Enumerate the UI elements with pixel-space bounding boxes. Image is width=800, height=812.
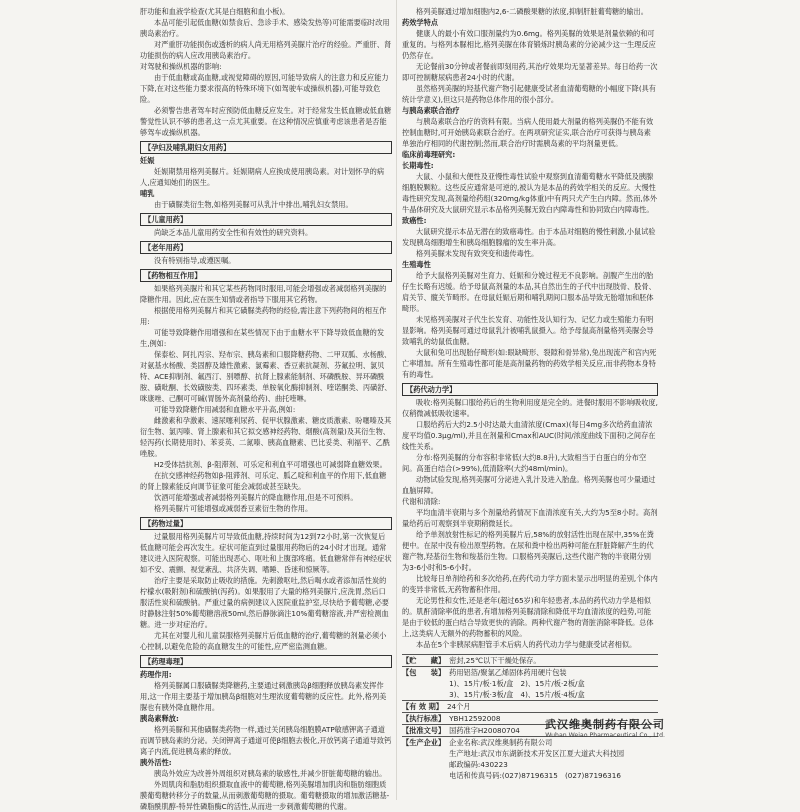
- storage-label: 【贮 藏】: [402, 656, 446, 665]
- text-paragraph: 格列美脲和其他磺脲类药物一样,通过关闭胰岛细胞膜ATP敏感钾离子通道而调节胰岛素的分泌。关闭钾离子通道可使β细胞去极化,开放钙离子通道导致钙离子内流,促进胰岛素的释放。: [140, 725, 392, 756]
- text-paragraph: 口服给药后大约2.5小时达最大血清浓度(Cmax)(每日4mg多次给药血清浓度平均值0.3μg/ml),并且在剂量和Cmax和AUC(时间/浓度曲线下面积)之间存在线性关系。: [402, 420, 656, 451]
- text-paragraph: 大鼠和兔可出现胎仔畸形(如:眼缺畸形、裂隙和骨异常),兔出现流产和宫内死亡率增加。所有生殖毒性都可能是高剂量药物的药效学相关反应,而非药物本身特有的毒性。: [402, 348, 657, 379]
- text-paragraph: 对严重肝功能损伤或透析的病人尚无用格列美脲片治疗的经验。严重肝、肾功能损伤的病人应改用胰岛素治疗。: [140, 40, 392, 60]
- subheading: 长期毒性:: [402, 161, 434, 170]
- subheading: 妊娠: [140, 156, 155, 165]
- text-paragraph: 过量服用格列美脲片可导致低血糖,持续时间为12到72小时,第一次恢复后低血糖可能会再次发生。症状可能直到过量服用药物后的24小时才出现。通常建议进入医院观察。可能出现恶心、呕吐和上腹部疼痛。低血糖常伴有神经症状如不安、震颤、视觉紊乱、共济失调、嗜睡、昏迷和惊厥等。: [140, 532, 392, 574]
- text-paragraph: 雌激素和孕激素、速尿噻利尿药、促甲状腺激素、糖皮质激素、吩噻嗪及其衍生物、氯丙嗪、肾上腺素和其它拟交感神经药物、烟酸(高剂量)及其衍生物、轻泻药(长期使用时)、苯妥英、二氮嗪、胰高血糖素、巴比妥类、利福平、乙酰唑胺。: [140, 416, 392, 458]
- text-paragraph: 由于低血糖或高血糖,或视觉障碍的原因,可能导致病人的注意力和反应能力下降,在对这些能力要求很高的特殊环境下(如驾驶车或操纵机器),可能导致危险。: [140, 73, 389, 104]
- text-paragraph: 肝功能和血液学检查(尤其是白细胞和血小板)。: [140, 7, 290, 16]
- text-paragraph: 吸收:格列美脲口服给药后的生物利用度是完全的。进餐时服用不影响吸收度,仅稍微减低吸收速率。: [402, 398, 658, 418]
- text-paragraph: 必须警告患者驾车时应预防低血糖反应发生。对于经常发生低血糖或低血糖警觉性认识不够的患者,这一点尤其重要。在这种情况应慎重考虑该患者是否能够驾车或操纵机器。: [140, 106, 392, 137]
- subheading: 生殖毒性: [402, 260, 431, 269]
- text-paragraph: 格列美脲未发现有致突变和遗传毒性。: [416, 249, 539, 258]
- section-heading-pharmacokinetics: 【药代动力学】: [402, 383, 658, 396]
- package-line: 3)、15片/板·3板/盒 4)、15片/板·4板/盒: [449, 690, 585, 699]
- manufacturer-address-line: [449, 748, 658, 759]
- text-paragraph: H2受体拮抗剂、β-阻滞剂、可乐定和利血平可增强也可减弱降血糖效果。: [154, 460, 387, 469]
- text-paragraph: 如果格列美脲片和其它某些药物同时服用,可能会增强或者减弱格列美脲的降糖作用。因此,应在医生知情或者指导下服用其它药物。: [140, 284, 387, 304]
- subheading: 临床前毒理研究:: [402, 150, 456, 159]
- text-paragraph: 饮酒可能增强或者减弱格列美脲片的降血糖作用,但是不可预料。: [154, 493, 358, 502]
- subheading: 与胰岛素联合治疗: [402, 106, 460, 115]
- text-paragraph: 与胰岛素联合治疗的资料有限。当病人使用最大剂量的格列美脲仍不能有效控制血糖时,可开始胰岛素联合治疗。在两项研究证实,联合治疗可获得与胰岛素单独治疗相同的代谢控制;然而,联合治疗时需胰岛素的平均剂量更低。: [402, 117, 654, 148]
- manufacturer-phone-line: [449, 770, 658, 781]
- subheading: 哺乳: [140, 189, 155, 198]
- section-heading-pregnancy: 【孕妇及哺乳期妇女用药】: [140, 141, 392, 154]
- manufacturer-address: 武汉市东湖新技术开发区江夏大道武大科技园: [480, 749, 625, 758]
- text-paragraph: 外周肌肉和脂肪组织摄取血液中的葡萄糖,格列美脲增加肌肉和脂肪细胞质膜葡萄糖转移分子的数量,从而刺激葡萄糖的摄取。葡萄糖摄取的增加激活糖基-磷脂酰肌醇-特异性磷脂酶C的活性,从而进一步刺激葡萄糖的代谢。: [140, 780, 390, 811]
- validity-label: 【有 效 期】: [402, 702, 443, 711]
- text-paragraph: 未见格列美脲对子代生长发育、功能性及认知行为、记忆力或生殖能力有明显影响。格列美脲可通过母鼠乳汁被哺乳鼠摄入。给予母鼠高剂量格列美脲会导致哺乳的幼鼠低血糖。: [402, 315, 654, 346]
- text-paragraph: 给予单剂放射性标记的格列美脲片后,58%的放射活性出现在尿中,35%在粪便中。在尿中没有检出原型药物。在尿和粪中检出两种可能在肝脏降解产生的代谢产物,羟基衍生物和羧基衍生物。口服格列美脲后,这些代谢产物的半衰期分别为3-6小时和5-6小时。: [402, 530, 654, 572]
- validity-value: 24个月: [446, 702, 471, 711]
- manufacturer-zip-key: 邮政编码:: [449, 760, 481, 769]
- text-paragraph: 保泰松、阿扎丙宗、羟布宗、胰岛素和口服降糖药物、二甲双胍、水杨酸、对氨基水杨酸、类固醇及雄性激素、氯霉素、香豆素抗凝剂、芬氟拉明、氯贝特、ACE抑制剂、氟西汀、别嘌醇、抗肾上腺素能制剂、环磷酰胺、异环磷酰胺、磺吡酮、长效磺胺类、四环素类、单胺氧化酶抑制剂、喹诺酮类、丙磺舒、咪康唑、己酮可可碱(胃肠外高剂量给药)、曲托喹啉。: [140, 350, 392, 403]
- section-heading-elderly: 【老年用药】: [140, 241, 392, 254]
- manufacturer-address-key: 生产地址:: [449, 749, 481, 758]
- section-heading-interactions: 【药物相互作用】: [140, 269, 392, 282]
- validity-row: [402, 701, 658, 713]
- fold-line: [396, 0, 397, 800]
- text-paragraph: 在抗交感神经药物如β-阻滞剂、可乐定、胍乙啶和利血平的作用下,低血糖的肾上腺素能反向调节征象可能会减弱或甚至缺失。: [140, 471, 387, 491]
- text-paragraph: 健康人的最小有效口服剂量约为0.6mg。格列美脲的效果是剂量依赖的和可重复的。与格列本脲相比,格列美脲在体育锻炼时胰岛素的分泌减少这一生理反应仍然存在。: [402, 29, 656, 60]
- manufacturer-name-key: 企业名称:: [449, 738, 481, 747]
- subheading: 致癌性:: [402, 216, 427, 225]
- text-paragraph: 动物试验发现,格列美脲可分泌进入乳汁及进入胎盘。格列美脲也可少量通过血脑屏障。: [402, 475, 656, 495]
- right-column: [402, 6, 658, 781]
- package-label: 【包 装】: [402, 668, 446, 677]
- subheading: 胰岛素释放:: [140, 714, 179, 723]
- text-paragraph: 可能导致降糖作用减弱和血糖水平升高,例如:: [154, 405, 296, 414]
- text-paragraph: 胰岛外效应为改善外周组织对胰岛素的敏感性,并减少肝脏葡萄糖的输出。: [154, 769, 387, 778]
- text-paragraph: 没有特别指导,或遵医嘱。: [154, 256, 236, 265]
- text-paragraph: 大鼠、小鼠和大便性及亚慢性毒性试验中观察到血清葡萄糖水平降低及胰腺细胞脱颗粒。这些反应通常是可逆的,被认为是本品的药效学相关的反应。大慢性毒性研究发现,高剂量给药组(320mg/kg体重)中有两只犬产生白内障。然而,体外牛晶体研究及大鼠研究显示本品格列美脲无致白内障毒性和协同致白内障毒性。: [402, 172, 658, 214]
- manufacturer-row: [402, 737, 658, 781]
- subheading: 药效学特点: [402, 18, 438, 27]
- text-paragraph: 平均血清半衰期与多个剂量给药情况下血清浓度有关,大约为5至8小时。高剂量给药后可观察到半衰期稍微延长。: [402, 508, 658, 528]
- text-paragraph: 格列美脲片可能增强或减弱香豆素衍生物的作用。: [154, 504, 313, 513]
- package-value: [449, 667, 658, 700]
- text-paragraph: 格列美脲通过增加细胞内2,6-二磷酸果糖的浓度,抑制肝脏葡萄糖的输出。: [416, 7, 648, 16]
- package-line: 1)、15片/板·1板/盒 2)、15片/板·2板/盒: [449, 679, 585, 688]
- text-paragraph: 比较每日单剂给药和多次给药,在药代动力学方面未显示出明显的差别,个体内的变异非常低,无药物蓄积作用。: [402, 574, 658, 594]
- text-paragraph: 分布:格列美脲的分布容积非常低(大约8.8升),大致相当于白蛋白的分布空间。高蛋白结合(>99%),低清除率(大约48ml/min)。: [402, 453, 647, 473]
- text-paragraph: 虽然格列美脲的羟基代谢产物引起健康受试者血清葡萄糖的小幅度下降(具有统计学意义),但这只是药物总体作用的很小部分。: [402, 84, 656, 104]
- text-paragraph: 对驾驶和操纵机器的影响:: [140, 62, 222, 71]
- text-paragraph: 尚缺乏本品儿童用药安全性和有效性的研究资料。: [154, 228, 313, 237]
- subheading: 代谢和清除:: [402, 497, 441, 506]
- left-column: [140, 6, 392, 812]
- subheading: 药理作用:: [140, 670, 172, 679]
- approval-value: 国药准字H20080704: [449, 726, 520, 735]
- manufacturer-zip: 430223: [480, 760, 508, 769]
- text-paragraph: 本品可能引起低血糖(如禁食后、急诊手术、感染发热等)可能需要临时改用胰岛素治疗。: [140, 18, 390, 38]
- section-heading-children: 【儿童用药】: [140, 213, 392, 226]
- subheading: 胰外活性:: [140, 758, 172, 767]
- manufacturer-phone: (027)87196315 (027)87196316: [501, 771, 621, 780]
- storage-row: [402, 655, 658, 667]
- section-heading-pharmacology: 【药理毒理】: [140, 655, 392, 668]
- manufacturer-value: [449, 737, 658, 781]
- package-line: 药用铝箔/聚氯乙烯固体药用硬片包装: [449, 668, 567, 677]
- text-paragraph: 无论餐前30分钟或者餐前即刻用药,其治疗效果均无显著差异。每日给药一次即可控制糖尿病患者24小时的代谢。: [402, 62, 658, 82]
- manufacturer-label: 【生产企业】: [402, 738, 446, 747]
- manufacturer-phone-key: 电话和传真号码:: [449, 771, 502, 780]
- text-paragraph: 本品在5个非胰尿病胆管手术后病人的药代动力学与健康受试者相似。: [416, 640, 637, 649]
- text-paragraph: 大鼠研究提示本品无潜在的致癌毒性。由于本品对细胞的慢性刺激,小鼠试验发现胰岛细胞增生和胰岛细胞腺瘤的发生率升高。: [402, 227, 656, 247]
- text-paragraph: 格列美脲属口服磺脲类降糖药,主要通过刺激胰岛β细胞释放胰岛素发挥作用,这一作用主要基于增加胰岛β细胞对生理浓度葡萄糖的反应性。此外,格列美脲也有胰外降血糖作用。: [140, 681, 387, 712]
- text-paragraph: 根据使用格列美脲片和其它磺脲类药物的经验,需注意下列药物间的相互作用:: [140, 306, 387, 326]
- text-paragraph: 给予大鼠格列美脲对生育力、妊娠和分娩过程无不良影响。剖腹产生出的胎仔生长略有迟缓。给予母鼠高剂量的本品,其自然出生的子代中出现肢骨、股骨、肩关节、髋关节畸形。在母鼠妊娠后期和哺乳期间口服本品导致无胎增加和胚体畸形。: [402, 271, 656, 313]
- approval-label: 【批准文号】: [402, 726, 446, 735]
- manufacturer-name: 武汉维奥制药有限公司: [480, 738, 553, 747]
- standard-value: YBH12592008: [449, 714, 501, 723]
- text-paragraph: 妊娠期禁用格列美脲片。妊娠期病人应换成使用胰岛素。对计划怀孕的病人,应通知她们的医生。: [140, 167, 385, 187]
- text-paragraph: 尤其在对婴儿和儿童误服格列美脲片后低血糖的治疗,葡萄糖的剂量必须小心控制,以避免危险的高血糖发生的可能性,应严密监测血糖。: [140, 631, 387, 651]
- company-signature-english: Wuhan Weiao Pharmaceutical Co., Ltd.: [545, 732, 665, 739]
- text-paragraph: 治疗主要是采取防止吸收的措施。先刺激呕吐,然后喝水或者添加活性炭的柠檬水(吸附剂)和硫酸钠(泻药)。如果服用了大量的格列美脲片,应洗胃,然后口服活性炭和硫酸钠。严重过量的病例建议入医院重监护室,尽快给予葡萄糖,必要时静脉注射50%葡萄糖溶液50ml,然后静脉滴注10%葡萄糖溶液,并严密检测血糖。进一步对症治疗。: [140, 576, 389, 629]
- text-paragraph: 无论男性和女性,还是老年(超过65岁)和年轻患者,本品的药代动力学是相似的。肌酐清除率低的患者,有增加格列美脲清除和降低平均血清浓度的趋势,可能是由于较低的蛋白结合导致更快的消除。两种代谢产物的肾脏消除率降低。总体上,这类病人无额外的药物蓄积的风险。: [402, 596, 654, 638]
- company-signature: 武汉维奥制药有限公司: [545, 718, 665, 731]
- package-row: [402, 667, 658, 701]
- section-heading-overdose: 【药物过量】: [140, 517, 392, 530]
- manufacturer-zip-line: [449, 759, 658, 770]
- storage-value: 密封,25℃以下干燥处保存。: [449, 656, 541, 665]
- text-paragraph: 由于磺脲类衍生物,如格列美脲可从乳汁中排出,哺乳妇女禁用。: [154, 200, 353, 209]
- text-paragraph: 可能导致降糖作用增强和在某些情况下由于血糖水平下降导致低血糖的发生,例如:: [140, 328, 385, 348]
- standard-label: 【执行标准】: [402, 714, 446, 723]
